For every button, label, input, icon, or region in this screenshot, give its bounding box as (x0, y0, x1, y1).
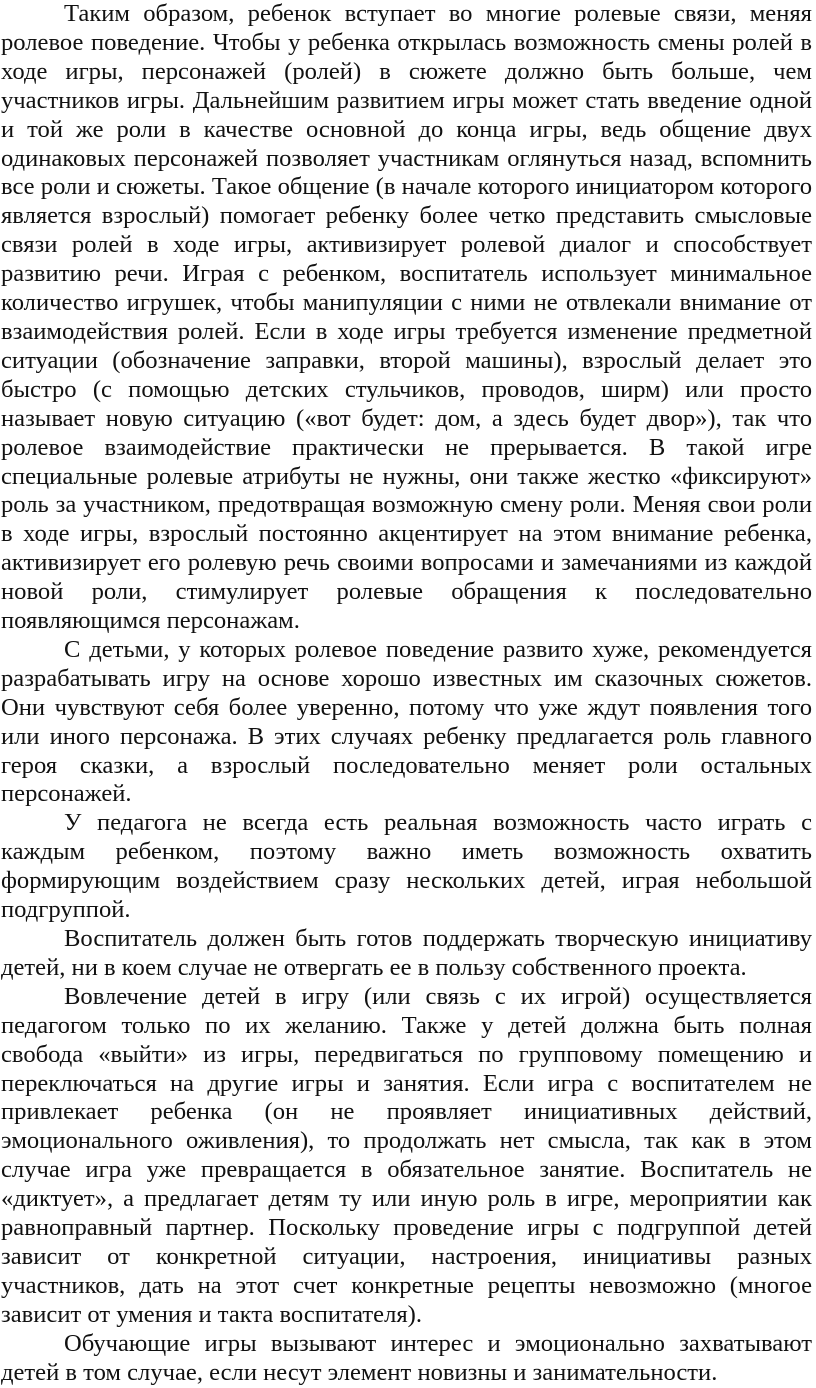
paragraph-1: Таким образом, ребенок вступает во многие ролевые связи, меняя ролевое поведение. Чтобы у ребенка открылась возможность смены ролей в ходе игры, персонажей (ролей) в сюжете должно быть больше, чем участников игры. Дальнейшим развитием игры может стать введение одной и той же роли в качестве основной до конца игры, ведь общение двух одинаковых персонажей позволяет участникам оглянуться назад, вспомнить все роли и сюжеты. Такое общение (в начале которого инициатором которого является взрослый) помогает ребенку более четко представить смысловые связи ролей в ходе игры, активизирует ролевой диалог и способствует развитию речи. Играя с ребенком, воспитатель использует минимальное количество игрушек, чтобы манипуляции с ними не отвлекали внимание от взаимодействия ролей. Если в ходе игры требуется изменение предметной ситуации (обозначение заправки, второй машины), взрослый делает это быстро (с помощью детских стульчиков, проводов, ширм) или просто называет новую ситуацию («вот будет: дом, а здесь будет двор»), так что ролевое взаимодействие практически не прерывается. В такой игре специальные ролевые атрибуты не нужны, они также жестко «фиксируют» роль за участником, предотвращая возможную смену роли. Меняя свои роли в ходе игры, взрослый постоянно акцентирует на этом внимание ребенка, активизирует его ролевую речь своими вопросами и замечаниями из каждой новой роли, стимулирует ролевые обращения к последовательно появляющимся персонажам. (1, 0, 812, 635)
paragraph-5: Вовлечение детей в игру (или связь с их игрой) осуществляется педагогом только по их желанию. Также у детей должна быть полная свобода «выйти» из игры, передвигаться по групповому помещению и переключаться на другие игры и занятия. Если игра с воспитателем не привлекает ребенка (он не проявляет инициативных действий, эмоционального оживления), то продолжать нет смысла, так как в этом случае игра уже превращается в обязательное занятие. Воспитатель не «диктует», а предлагает детям ту или иную роль в игре, мероприятии как равноправный партнер. Поскольку проведение игры с подгруппой детей зависит от конкретной ситуации, настроения, инициативы разных участников, дать на этот счет конкретные рецепты невозможно (многое зависит от умения и такта воспитателя). (1, 982, 812, 1328)
paragraph-4: Воспитатель должен быть готов поддержать творческую инициативу детей, ни в коем случае не отвергать ее в пользу собственного проекта. (1, 925, 812, 981)
paragraph-3: У педагога не всегда есть реальная возможность часто играть с каждым ребенком, поэтому важно иметь возможность охватить формирующим воздействием сразу нескольких детей, играя небольшой подгруппой. (1, 809, 812, 924)
paragraph-2: С детьми, у которых ролевое поведение развито хуже, рекомендуется разрабатывать игру на основе хорошо известных им сказочных сюжетов. Они чувствуют себя более уверенно, потому что уже ждут появления того или иного персонажа. В этих случаях ребенку предлагается роль главного героя сказки, а взрослый последовательно меняет роли остальных персонажей. (1, 635, 812, 808)
paragraph-6: Обучающие игры вызывают интерес и эмоционально захватывают детей в том случае, если несут элемент новизны и занимательности. (1, 1329, 812, 1386)
